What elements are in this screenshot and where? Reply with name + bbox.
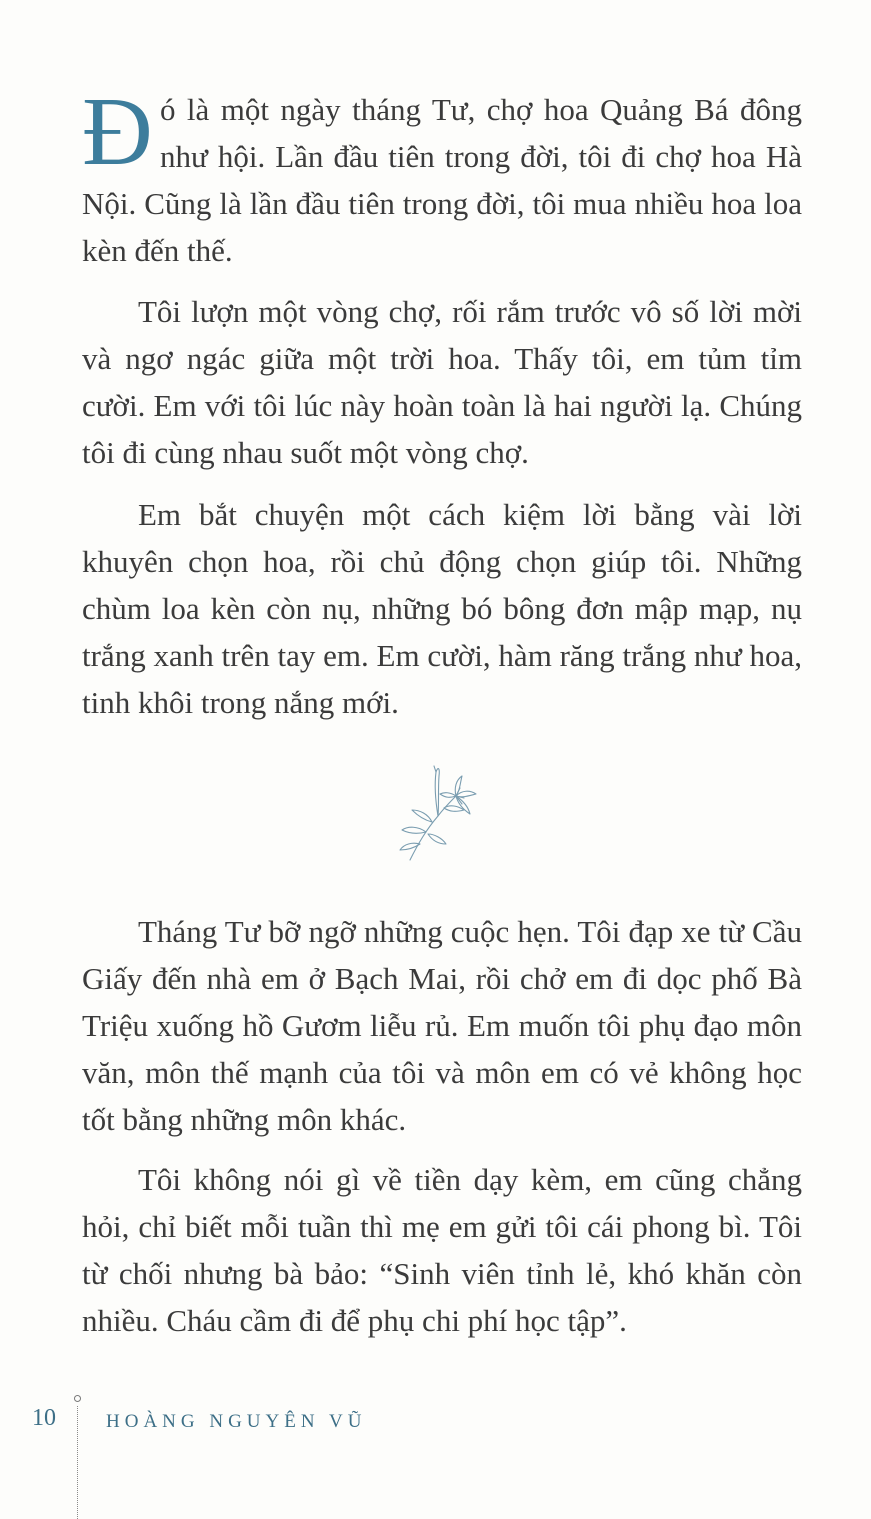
- paragraph-2: Tôi lượn một vòng chợ, rối rắm trước vô số lời mời và ngơ ngác giữa một trời hoa. Thấy tôi, em tủm tỉm cười. Em với tôi lúc này hoàn toàn là hai người lạ. Chúng tôi đi cùng nhau suốt một vòng chợ.: [82, 294, 802, 470]
- paragraph-4: Tháng Tư bỡ ngỡ những cuộc hẹn. Tôi đạp xe từ Cầu Giấy đến nhà em ở Bạch Mai, rồi chở em đi dọc phố Bà Triệu xuống hồ Gươm liễu rủ. Em muốn tôi phụ đạo môn văn, môn thế mạnh của tôi và môn em có vẻ không học tốt bằng những môn khác.: [82, 914, 802, 1137]
- paragraph-3: Em bắt chuyện một cách kiệm lời bằng vài lời khuyên chọn hoa, rồi chủ động chọn giúp tôi. Những chùm loa kèn còn nụ, những bó bông đơn mập mạp, nụ trắng xanh trên tay em. Em cười, hàm răng trắng như hoa, tinh khôi trong nắng mới.: [82, 497, 802, 720]
- author-name: HOÀNG NGUYÊN VŨ: [106, 1411, 367, 1432]
- paragraph-1-text: ó là một ngày tháng Tư, chợ hoa Quảng Bá đông như hội. Lần đầu tiên trong đời, tôi đi chợ hoa Hà Nội. Cũng là lần đầu tiên trong đời, tôi mua nhiều hoa loa kèn đến thế.: [82, 92, 802, 268]
- page-number: 10: [32, 1405, 56, 1431]
- paragraph-1: [82, 78, 802, 274]
- page-footer: [0, 1395, 871, 1519]
- circle-marker-icon: [74, 1395, 81, 1402]
- drop-cap: Đ: [82, 78, 153, 186]
- paragraph-5: Tôi không nói gì về tiền dạy kèm, em cũng chẳng hỏi, chỉ biết mỗi tuần thì mẹ em gửi tôi cái phong bì. Tôi từ chối nhưng bà bảo: “Sinh viên tỉnh lẻ, khó khăn còn nhiều. Cháu cầm đi để phụ chi phí học tập”.: [82, 1162, 802, 1338]
- lily-flower-icon: [398, 764, 478, 864]
- dotted-divider: [77, 1406, 78, 1519]
